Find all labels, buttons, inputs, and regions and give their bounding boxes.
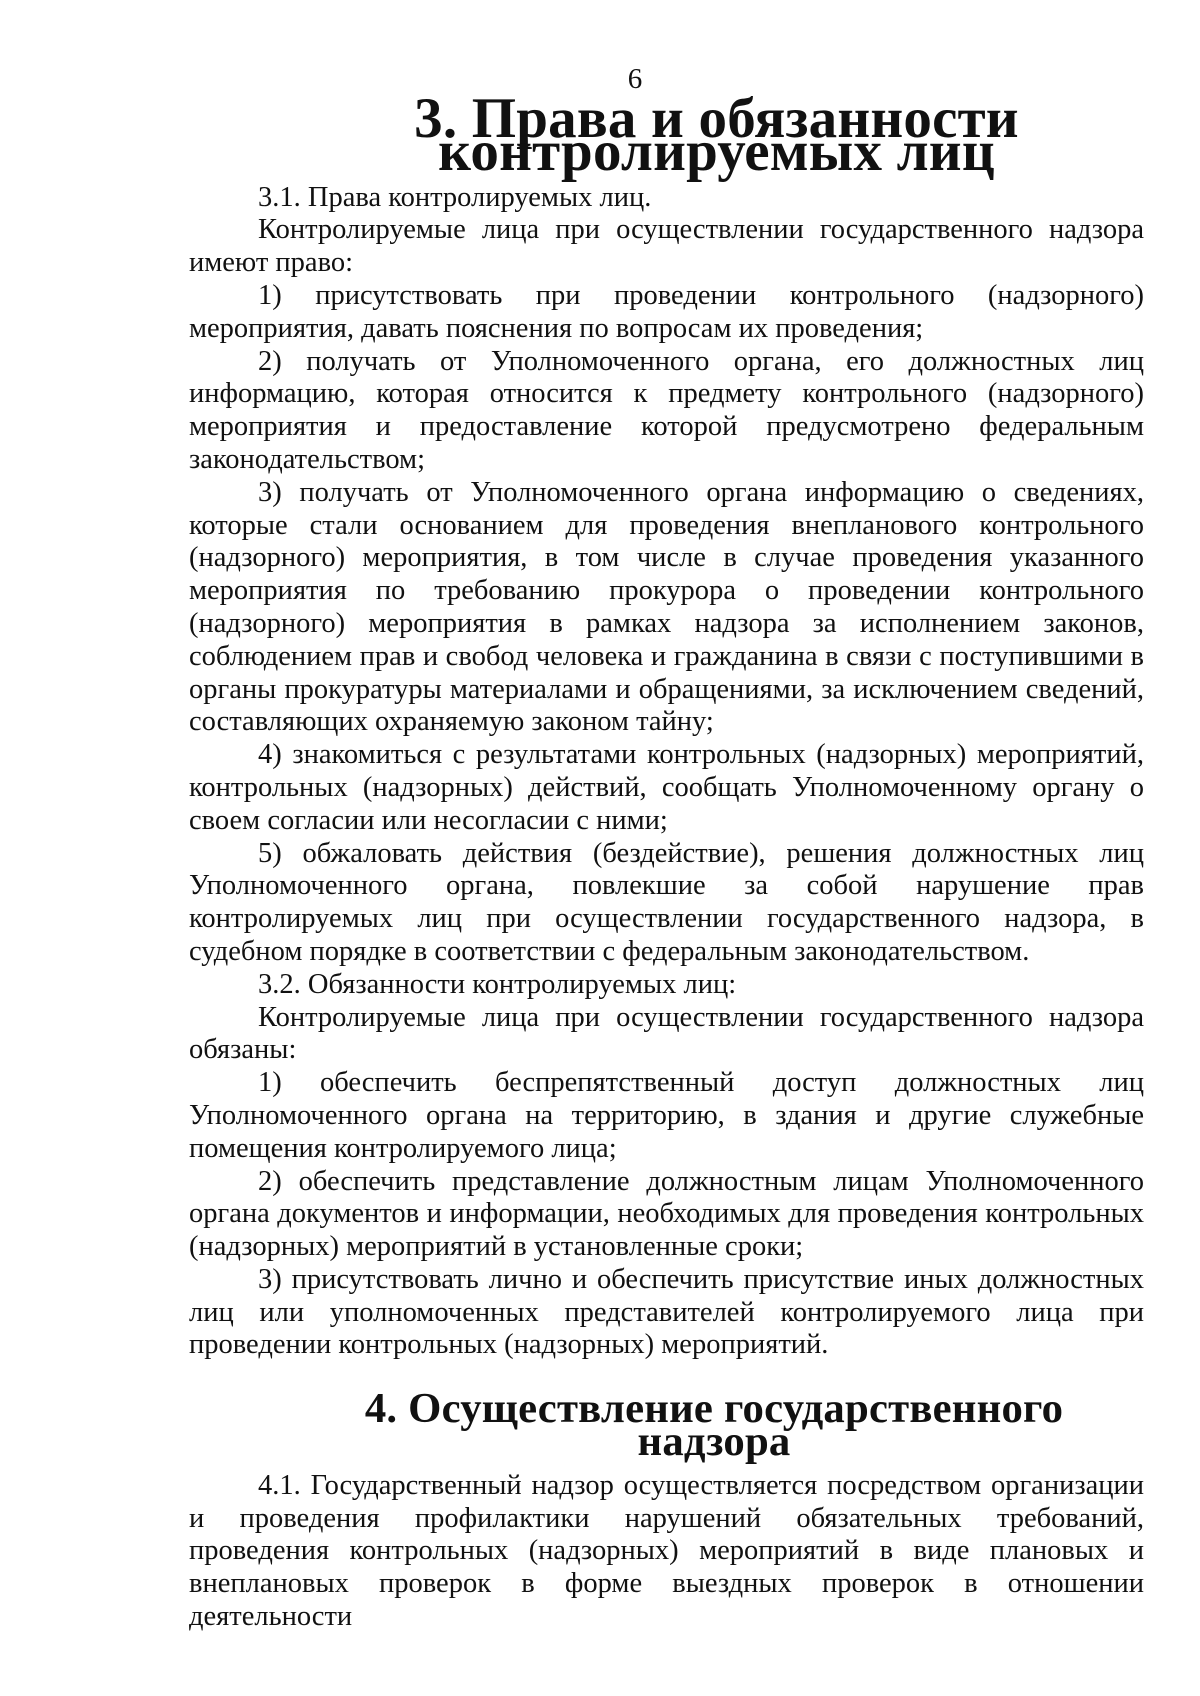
rights-intro: Контролируемые лица при осуществлении государственного надзора имеют право: [189, 214, 1144, 279]
document-body [189, 87, 1144, 1634]
clause-3-1-title: 3.1. Права контролируемых лиц. [258, 181, 652, 213]
duty-item-1: 1) обеспечить беспрепятственный доступ должностных лиц Уполномоченного органа на территорию, в здания и другие служебные помещения контролируемого лица; [189, 1067, 1144, 1164]
clause-3-2-title: 3.2. Обязанности контролируемых лиц: [258, 968, 737, 1000]
duty-item-3: 3) присутствовать лично и обеспечить присутствие иных должностных лиц или уполномоченных представителей контролируемого лица при проведении контрольных (надзорных) мероприятий. [189, 1263, 1144, 1361]
duties-intro: Контролируемые лица при осуществлении государственного надзора обязаны: [189, 1001, 1144, 1066]
right-item-3: 3) получать от Уполномоченного органа информацию о сведениях, которые стали основанием для проведения внепланового контрольного (надзорного) мероприятия, в том числе в случае проведения указанного мероприятия по требованию прокурора о проведении контрольного (надзорного) мероприятия в рамках надзора за исполнением законов, соблюдением прав и свобод человека и гражданина в связи с поступившими в органы прокуратуры материалами и обращениями, за исключением сведений, составляющих охраняемую законом тайну; [189, 476, 1144, 738]
right-item-1: 1) присутствовать при проведении контрольного (надзорного) мероприятия, давать пояснения по вопросам их проведения; [189, 279, 1144, 344]
page-number: 6 [627, 63, 643, 95]
right-item-5: 5) обжаловать действия (бездействие), решения должностных лиц Уполномоченного органа, повлекшие за собой нарушение прав контролируемых лиц при осуществлении государственного надзора, в судебном порядке в соответствии с федеральным законодательством. [189, 837, 1144, 967]
right-item-2: 2) получать от Уполномоченного органа, его должностных лиц информацию, которая относится к предмету контрольного (надзорного) мероприятия и предоставление которой предусмотрено федеральным законодательством; [189, 345, 1144, 475]
section-4-heading: 4. Осуществление государственного надзора [364, 1385, 1064, 1466]
clause-4-1: 4.1. Государственный надзор осуществляется посредством организации и проведения профилактики нарушений обязательных требований, проведения контрольных (надзорных) мероприятий в виде плановых и внеплановых проверок в форме выездных проверок в отношении деятельности [189, 1469, 1144, 1633]
section-3-heading: 3. Права и обязанности контролируемых лиц [414, 87, 1019, 183]
duty-item-2: 2) обеспечить представление должностным лицам Уполномоченного органа документов и информации, необходимых для проведения контрольных (надзорных) мероприятий в установленные сроки; [189, 1165, 1144, 1263]
right-item-4: 4) знакомиться с результатами контрольных (надзорных) мероприятий, контрольных (надзорных) действий, сообщать Уполномоченному органу о своем согласии или несогласии с ними; [189, 739, 1144, 836]
